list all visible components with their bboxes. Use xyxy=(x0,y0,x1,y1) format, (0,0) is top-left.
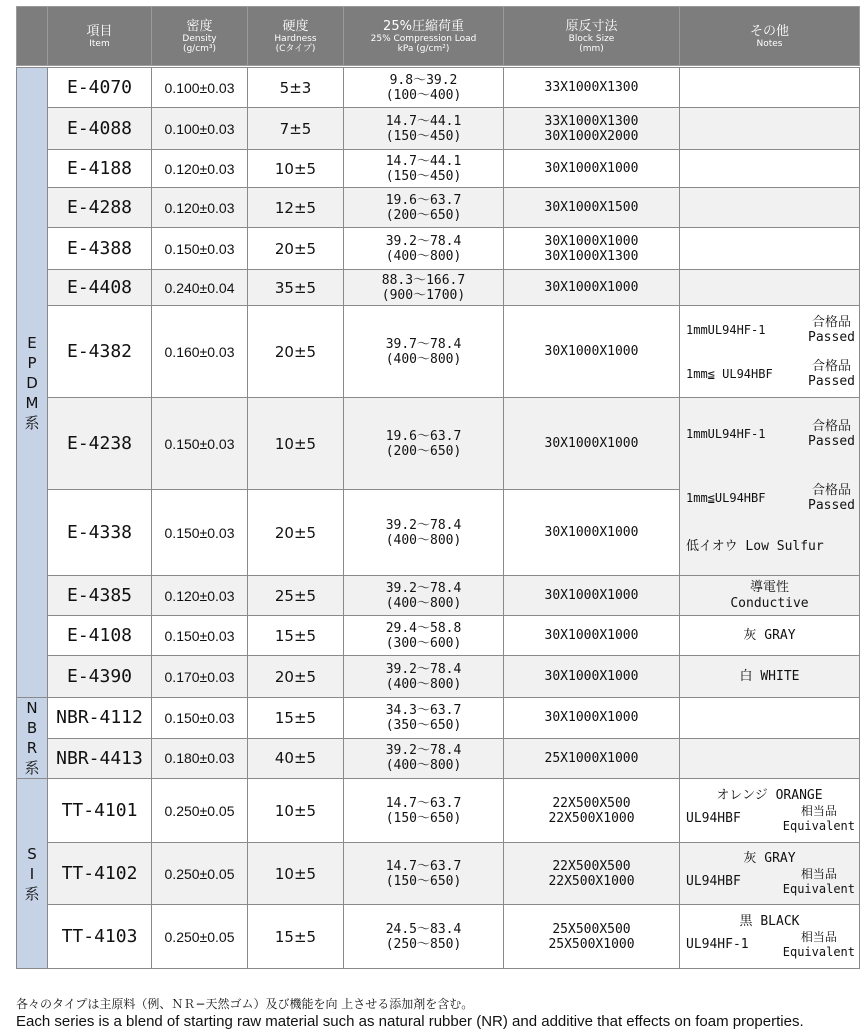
block-size xyxy=(504,843,680,905)
density-value: 0.120±0.03 xyxy=(152,576,248,616)
compression-line: (250〜850) xyxy=(385,936,462,952)
block-size-line: 22X500X1000 xyxy=(548,810,635,826)
compression-line: 9.8〜39.2 xyxy=(389,72,458,88)
notes-spec: UL94HBF xyxy=(686,811,741,826)
density-value: 0.180±0.03 xyxy=(152,738,248,779)
compression-line: 39.2〜78.4 xyxy=(385,233,462,249)
item-code: E-4238 xyxy=(48,398,152,490)
compression-load xyxy=(344,398,504,490)
density-value: 0.150±0.03 xyxy=(152,398,248,490)
compression-line: (400〜800) xyxy=(385,758,462,774)
compression-load xyxy=(344,738,504,779)
series-char: S xyxy=(27,844,37,863)
series-char: R xyxy=(26,739,38,757)
notes-spec: UL94HBF xyxy=(686,874,741,889)
compression-load xyxy=(344,228,504,270)
block-size-line: 30X1000X1000 xyxy=(544,280,639,295)
table-body xyxy=(17,66,860,969)
notes-color xyxy=(680,628,859,644)
compression-line: (150〜650) xyxy=(385,810,462,826)
table-row xyxy=(17,616,860,656)
notes-spec: 1mm≦ UL94HBF xyxy=(686,366,773,381)
notes-spec: 1mm≦UL94HBF xyxy=(686,491,766,505)
item-code: E-4088 xyxy=(48,108,152,150)
block-size-line: 33X1000X1300 xyxy=(544,80,639,95)
compression-line: (400〜800) xyxy=(385,248,462,264)
series-label-nbr xyxy=(17,698,48,779)
notes-line: 導電性 xyxy=(749,579,789,595)
compression-load xyxy=(344,490,504,576)
series-char: 系 xyxy=(24,884,40,903)
header-density: 密度 Density (g/cm³) xyxy=(152,7,248,66)
notes-status xyxy=(808,419,855,449)
notes-status-line: Passed xyxy=(808,498,855,513)
compression-line: (150〜650) xyxy=(385,873,462,889)
table-row xyxy=(17,228,860,270)
notes-gap xyxy=(680,449,859,483)
compression-line: (150〜450) xyxy=(385,168,462,184)
block-size xyxy=(504,698,680,739)
header-block-size: 原反寸法 Block Size (mm) xyxy=(504,7,680,66)
compression-load xyxy=(344,616,504,656)
block-size-line: 30X1000X1000 xyxy=(544,233,639,249)
compression-line: 29.4〜58.8 xyxy=(385,620,462,636)
notes-cell-empty xyxy=(680,738,860,779)
notes-status xyxy=(783,867,855,897)
table-row xyxy=(17,656,860,698)
hardness-value: 40±5 xyxy=(248,738,344,779)
table-row xyxy=(17,398,860,490)
notes-status xyxy=(783,804,855,834)
compression-line: 39.2〜78.4 xyxy=(385,661,462,677)
notes-low-sulfur: 低イオウ Low Sulfur xyxy=(686,539,824,554)
block-size-line: 30X1000X1000 xyxy=(544,436,639,451)
density-value: 0.120±0.03 xyxy=(152,150,248,188)
series-char: B xyxy=(26,719,38,737)
compression-line: (400〜800) xyxy=(385,676,462,692)
notes-spec: 1mmUL94HF-1 xyxy=(686,427,766,441)
compression-line: (300〜600) xyxy=(385,635,462,651)
density-value: 0.250±0.05 xyxy=(152,905,248,969)
notes-line xyxy=(680,315,859,345)
hardness-value: 15±5 xyxy=(248,698,344,739)
notes-cell xyxy=(680,398,860,576)
compression-load xyxy=(344,150,504,188)
footer xyxy=(16,996,859,1032)
table-row xyxy=(17,270,860,306)
block-size-line: 25X500X1000 xyxy=(548,936,635,952)
compression-line: 24.5〜83.4 xyxy=(385,921,462,937)
notes-spec: 1mmUL94HF-1 xyxy=(686,322,766,337)
series-label-epdm xyxy=(17,68,48,698)
notes-status-line: 相当品 xyxy=(800,803,837,818)
hardness-value: 20±5 xyxy=(248,656,344,698)
item-code: E-4385 xyxy=(48,576,152,616)
compression-line: 39.7〜78.4 xyxy=(385,336,462,352)
hardness-value: 35±5 xyxy=(248,270,344,306)
block-size-line: 22X500X1000 xyxy=(548,873,635,889)
table-row xyxy=(17,306,860,398)
notes-status xyxy=(783,930,855,960)
notes-line: 黒 BLACK xyxy=(739,913,800,929)
compression-load xyxy=(344,108,504,150)
compression-load xyxy=(344,905,504,969)
notes-line: オレンジ ORANGE xyxy=(716,787,823,803)
notes-line xyxy=(680,359,859,389)
block-size-line: 30X1000X1000 xyxy=(544,525,639,540)
series-label-si xyxy=(17,779,48,969)
hardness-value: 10±5 xyxy=(248,779,344,843)
hardness-value: 10±5 xyxy=(248,398,344,490)
compression-load xyxy=(344,779,504,843)
notes-cell-empty xyxy=(680,68,860,108)
notes-line xyxy=(680,535,859,554)
table-row xyxy=(17,576,860,616)
notes-cell-empty xyxy=(680,150,860,188)
density-value: 0.250±0.05 xyxy=(152,779,248,843)
density-value: 0.150±0.03 xyxy=(152,228,248,270)
header-compression: 25%圧縮荷重 25% Compression Load kPa (g/cm²) xyxy=(344,7,504,66)
hardness-value: 7±5 xyxy=(248,108,344,150)
notes-status-line: 相当品 xyxy=(800,866,837,881)
series-char: 系 xyxy=(24,413,40,432)
notes-line: Conductive xyxy=(730,595,809,611)
hardness-value: 10±5 xyxy=(248,150,344,188)
compression-load xyxy=(344,656,504,698)
hardness-value: 20±5 xyxy=(248,490,344,576)
notes-status-line: 合格品 xyxy=(812,483,852,498)
block-size-line: 25X500X500 xyxy=(552,921,631,937)
compression-load xyxy=(344,698,504,739)
notes-line xyxy=(680,419,859,449)
density-value: 0.160±0.03 xyxy=(152,306,248,398)
notes-status-line: 相当品 xyxy=(800,929,837,944)
notes-line xyxy=(680,804,859,834)
notes-color xyxy=(680,851,859,867)
block-size-line: 30X1000X1300 xyxy=(544,248,639,264)
compression-line: (100〜400) xyxy=(385,87,462,103)
item-code: E-4382 xyxy=(48,306,152,398)
notes-status-line: Passed xyxy=(808,373,855,389)
series-char: I xyxy=(29,864,35,883)
density-value: 0.240±0.04 xyxy=(152,270,248,306)
table-row xyxy=(17,188,860,228)
block-size-line: 30X1000X1000 xyxy=(544,669,639,684)
notes-status xyxy=(808,315,855,345)
item-code: E-4188 xyxy=(48,150,152,188)
hardness-value: 15±5 xyxy=(248,905,344,969)
spec-sheet xyxy=(16,6,859,969)
compression-load xyxy=(344,306,504,398)
compression-line: 88.3〜166.7 xyxy=(381,272,466,288)
notes-conductive xyxy=(680,580,859,612)
notes-cell-empty xyxy=(680,270,860,306)
block-size-line: 30X1000X1500 xyxy=(544,200,639,215)
notes-line xyxy=(680,867,859,897)
compression-line: 39.2〜78.4 xyxy=(385,580,462,596)
block-size xyxy=(504,188,680,228)
compression-load xyxy=(344,68,504,108)
notes-cell xyxy=(680,656,860,698)
block-size-line: 30X1000X1000 xyxy=(544,161,639,176)
header-item: 項目 Item xyxy=(48,7,152,66)
block-size xyxy=(504,738,680,779)
series-char: 系 xyxy=(24,759,40,777)
compression-line: 14.7〜63.7 xyxy=(385,858,462,874)
compression-line: (150〜450) xyxy=(385,128,462,144)
hardness-value: 10±5 xyxy=(248,843,344,905)
block-size xyxy=(504,398,680,490)
compression-line: (200〜650) xyxy=(385,207,462,223)
compression-load xyxy=(344,188,504,228)
item-code: TT-4102 xyxy=(48,843,152,905)
notes-cell-empty xyxy=(680,108,860,150)
block-size-line: 30X1000X1000 xyxy=(544,628,639,643)
density-value: 0.150±0.03 xyxy=(152,490,248,576)
block-size xyxy=(504,616,680,656)
notes-status-line: 合格品 xyxy=(812,358,852,374)
block-size-line: 30X1000X2000 xyxy=(544,128,639,144)
block-size-line: 33X1000X1300 xyxy=(544,113,639,129)
notes-gap xyxy=(680,513,859,535)
series-char: D xyxy=(26,373,38,392)
notes-line xyxy=(680,930,859,960)
notes-cell xyxy=(680,576,860,616)
notes-cell xyxy=(680,843,860,905)
hardness-value: 15±5 xyxy=(248,616,344,656)
header-hardness: 硬度 Hardness (Cタイプ) xyxy=(248,7,344,66)
block-size-line: 30X1000X1000 xyxy=(544,710,639,726)
table-row xyxy=(17,738,860,779)
item-code: E-4390 xyxy=(48,656,152,698)
item-code: E-4070 xyxy=(48,68,152,108)
notes-color xyxy=(680,669,859,685)
item-code: E-4108 xyxy=(48,616,152,656)
compression-line: (400〜800) xyxy=(385,351,462,367)
density-value: 0.100±0.03 xyxy=(152,108,248,150)
header-series xyxy=(17,7,48,66)
notes-cell-empty xyxy=(680,698,860,739)
compression-load xyxy=(344,843,504,905)
item-code: E-4388 xyxy=(48,228,152,270)
density-value: 0.250±0.05 xyxy=(152,843,248,905)
table-row xyxy=(17,698,860,739)
block-size xyxy=(504,228,680,270)
compression-line: (400〜800) xyxy=(385,595,462,611)
item-code: TT-4101 xyxy=(48,779,152,843)
hardness-value: 25±5 xyxy=(248,576,344,616)
compression-line: 19.6〜63.7 xyxy=(385,428,462,444)
notes-cell-empty xyxy=(680,228,860,270)
notes-gap xyxy=(680,345,859,359)
block-size-line: 22X500X500 xyxy=(552,858,631,874)
compression-line: 14.7〜44.1 xyxy=(385,113,462,129)
notes-line xyxy=(680,483,859,513)
table-row xyxy=(17,843,860,905)
density-value: 0.150±0.03 xyxy=(152,698,248,739)
compression-line: (350〜650) xyxy=(385,717,462,733)
table-row xyxy=(17,150,860,188)
table-row xyxy=(17,905,860,969)
block-size xyxy=(504,905,680,969)
notes-status-line: Equivalent xyxy=(782,818,855,833)
notes-status xyxy=(808,359,855,389)
notes-cell xyxy=(680,616,860,656)
compression-line: (900〜1700) xyxy=(381,287,466,303)
footer-note-ja: 各々のタイプは主原料（例、ＮＲ−天然ゴム）及び機能を向 上させる添加剤を含む。 xyxy=(16,997,474,1011)
block-size xyxy=(504,150,680,188)
block-size xyxy=(504,779,680,843)
notes-line: 灰 GRAY xyxy=(743,850,796,866)
notes-status xyxy=(808,483,855,513)
series-char: E xyxy=(27,333,37,352)
hardness-value: 20±5 xyxy=(248,306,344,398)
block-size xyxy=(504,490,680,576)
block-size-line: 25X1000X1000 xyxy=(544,750,639,766)
block-size xyxy=(504,306,680,398)
block-size xyxy=(504,656,680,698)
item-code: E-4408 xyxy=(48,270,152,306)
density-value: 0.120±0.03 xyxy=(152,188,248,228)
compression-line: (400〜800) xyxy=(385,532,462,548)
notes-spec: UL94HF-1 xyxy=(686,937,749,952)
notes-status-line: Passed xyxy=(808,434,855,449)
block-size xyxy=(504,108,680,150)
compression-line: 39.2〜78.4 xyxy=(385,517,462,533)
notes-cell-empty xyxy=(680,188,860,228)
compression-line: 14.7〜44.1 xyxy=(385,153,462,169)
notes-cell xyxy=(680,779,860,843)
series-char: M xyxy=(25,393,39,412)
density-value: 0.100±0.03 xyxy=(152,68,248,108)
notes-status-line: 合格品 xyxy=(812,314,852,330)
notes-status-line: Equivalent xyxy=(782,881,855,896)
compression-load xyxy=(344,270,504,306)
block-size-line: 30X1000X1000 xyxy=(544,344,639,359)
notes-line: 白 WHITE xyxy=(739,668,800,684)
item-code: E-4338 xyxy=(48,490,152,576)
block-size xyxy=(504,576,680,616)
item-code: NBR-4112 xyxy=(48,698,152,739)
compression-line: 34.3〜63.7 xyxy=(385,702,462,718)
density-value: 0.150±0.03 xyxy=(152,616,248,656)
table-row xyxy=(17,68,860,108)
spec-table xyxy=(16,6,860,969)
series-char: N xyxy=(26,699,38,717)
block-size-line: 22X500X500 xyxy=(552,795,631,811)
item-code: TT-4103 xyxy=(48,905,152,969)
compression-load xyxy=(344,576,504,616)
table-row xyxy=(17,108,860,150)
header-row xyxy=(17,7,860,66)
notes-status-line: Equivalent xyxy=(782,944,855,959)
series-char: P xyxy=(27,353,37,372)
item-code: NBR-4413 xyxy=(48,738,152,779)
compression-line: (200〜650) xyxy=(385,443,462,459)
hardness-value: 5±3 xyxy=(248,68,344,108)
table-row xyxy=(17,779,860,843)
notes-cell xyxy=(680,905,860,969)
footer-note-en: Each series is a blend of starting raw material such as natural rubber (NR) and additive that effects on foam properties. xyxy=(16,1013,804,1030)
density-value: 0.170±0.03 xyxy=(152,656,248,698)
block-size xyxy=(504,68,680,108)
block-size-line: 30X1000X1000 xyxy=(544,588,639,603)
notes-color xyxy=(680,914,859,930)
compression-line: 19.6〜63.7 xyxy=(385,192,462,208)
hardness-value: 20±5 xyxy=(248,228,344,270)
notes-status-line: 合格品 xyxy=(812,419,852,434)
header-notes: その他 Notes xyxy=(680,7,860,66)
hardness-value: 12±5 xyxy=(248,188,344,228)
notes-color xyxy=(680,788,859,804)
compression-line: 39.2〜78.4 xyxy=(385,743,462,759)
block-size xyxy=(504,270,680,306)
notes-status-line: Passed xyxy=(808,329,855,345)
notes-line: 灰 GRAY xyxy=(743,627,796,643)
compression-line: 14.7〜63.7 xyxy=(385,795,462,811)
item-code: E-4288 xyxy=(48,188,152,228)
notes-cell xyxy=(680,306,860,398)
